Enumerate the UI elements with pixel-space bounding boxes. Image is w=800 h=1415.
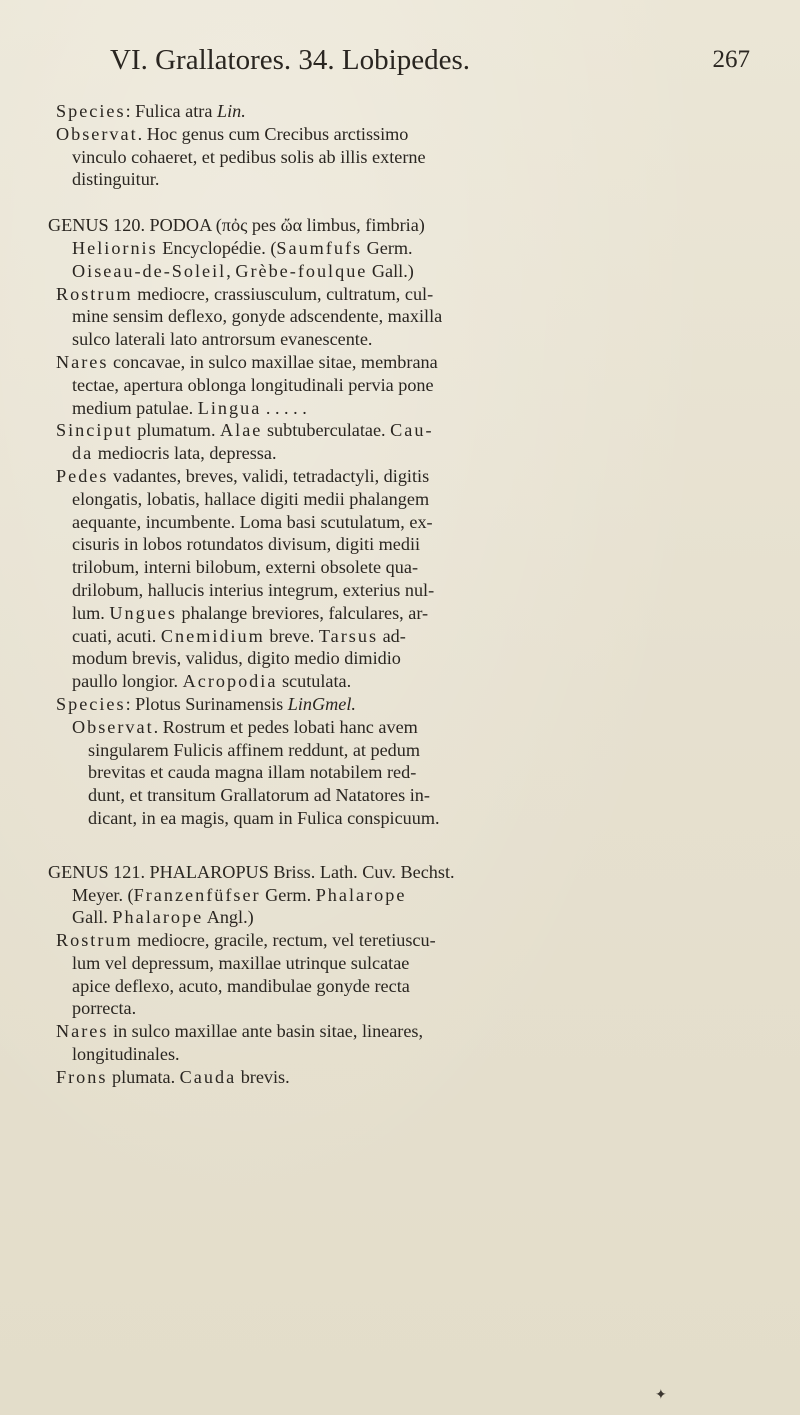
- spaced-term: Franzenfüfser: [133, 884, 261, 905]
- text-line: [48, 214, 768, 237]
- page-mark: ✦: [655, 1387, 667, 1403]
- text-line: [48, 488, 768, 511]
- text-run: breve.: [264, 625, 319, 646]
- text-run: Germ.: [260, 884, 316, 905]
- text-run: modum brevis, validus, digito medio dimidio: [72, 648, 401, 669]
- text-run: brevis.: [236, 1066, 290, 1087]
- text-run: sulco laterali lato antrorsum evanescente.: [72, 329, 373, 350]
- text-run: Meyer. (: [72, 884, 134, 905]
- spaced-term: Species: [56, 693, 126, 714]
- text-run: mediocre, crassiusculum, cultratum, cul-: [132, 283, 434, 304]
- text-run: . Rostrum et pedes lobati hanc avem: [153, 716, 418, 737]
- text-run: . Hoc genus cum Crecibus arctissimo: [137, 123, 409, 144]
- paragraph-gap: [48, 191, 768, 214]
- text-run: in sulco maxillae ante basin sitae, lineares,: [108, 1021, 424, 1042]
- spaced-term: da: [72, 443, 94, 464]
- text-run: mine sensim deflexo, gonyde adscendente, maxilla: [72, 306, 443, 327]
- text-run: mediocre, gracile, rectum, vel teretiuscu-: [132, 930, 436, 951]
- text-line: [48, 260, 768, 283]
- text-line: [48, 123, 768, 146]
- text-line: [48, 556, 768, 579]
- text-line: [48, 374, 768, 397]
- text-line: [48, 647, 768, 670]
- text-run: phalange breviores, falculares, ar-: [176, 602, 429, 623]
- text-run: ad-: [378, 625, 406, 646]
- text-line: [48, 716, 768, 739]
- text-run: apice deflexo, acuto, mandibulae gonyde recta: [72, 975, 410, 996]
- spaced-term: Sinciput: [56, 420, 133, 441]
- spaced-term: Pedes: [56, 465, 109, 486]
- text-run: trilobum, interni bilobum, externi obsolete qua-: [72, 557, 418, 578]
- text-run: vadantes, breves, validi, tetradactyli, digitis: [108, 465, 430, 486]
- spaced-term: Rostrum: [56, 930, 133, 951]
- text-line: [48, 283, 768, 306]
- text-run: dunt, et transitum Grallatorum ad Natatores in-: [88, 785, 430, 806]
- text-run: scutulata.: [277, 671, 352, 692]
- text-line: [48, 533, 768, 556]
- text-run: Gall.): [367, 260, 414, 281]
- text-line: [48, 511, 768, 534]
- text-line: [48, 884, 768, 907]
- text-line: [48, 975, 768, 998]
- text-run: elongatis, lobatis, hallace digiti medii phalangem: [72, 488, 430, 509]
- text-line: [48, 351, 768, 374]
- spaced-term: Rostrum: [56, 283, 133, 304]
- running-head-title: VI. Grallatores. 34. Lobipedes.: [110, 44, 470, 76]
- text-line: [48, 237, 768, 260]
- text-run: GENUS 121. PHALAROPUS Briss. Lath. Cuv. Bechst.: [48, 861, 455, 882]
- spaced-term: Frons: [56, 1066, 108, 1087]
- text-line: [48, 328, 768, 351]
- text-run: concavae, in sulco maxillae sitae, membrana: [108, 351, 438, 372]
- text-line: [48, 1020, 768, 1043]
- spaced-term: Phalarope: [112, 907, 204, 928]
- spaced-term: Oiseau-de-Soleil: [72, 260, 227, 281]
- spaced-term: Saumfufs: [276, 237, 363, 258]
- text-line: [48, 952, 768, 975]
- text-run: subtuberculatae.: [262, 420, 391, 441]
- body-text: [48, 100, 768, 1089]
- text-line: [48, 397, 768, 420]
- text-run: plumata.: [107, 1066, 180, 1087]
- text-run: dicant, in ea magis, quam in Fulica conspicuum.: [88, 807, 440, 828]
- spaced-term: Acropodia: [182, 671, 278, 692]
- text-line: [48, 305, 768, 328]
- spaced-term: Observat: [56, 123, 138, 144]
- text-run: : Fulica atra: [125, 101, 217, 121]
- text-line: [48, 1066, 768, 1089]
- text-line: [48, 168, 768, 191]
- text-line: [48, 807, 768, 830]
- text-run: longitudinales.: [72, 1044, 180, 1065]
- text-line: [48, 906, 768, 929]
- text-run: lum vel depressum, maxillae utrinque sulcatae: [72, 952, 410, 973]
- text-line: [48, 739, 768, 762]
- spaced-term: Lingua: [197, 397, 262, 418]
- text-run: : Plotus Surinamensis: [125, 693, 288, 714]
- text-run: porrecta.: [72, 998, 137, 1019]
- text-line: [48, 625, 768, 648]
- spaced-term: Phalarope: [315, 884, 407, 905]
- text-line: [48, 1043, 768, 1066]
- running-head: [110, 44, 750, 84]
- text-run: tectae, apertura oblonga longitudinali pervia pone: [72, 374, 434, 395]
- text-run: GENUS 120. PODOA (πὀς pes ὤα limbus, fimbria): [48, 215, 425, 236]
- text-run: brevitas et cauda magna illam notabilem red-: [88, 762, 417, 783]
- text-run: cisuris in lobos rotundatos divisum, digiti medii: [72, 534, 421, 555]
- text-run: ,: [226, 260, 236, 281]
- spaced-term: Tarsus: [318, 625, 379, 646]
- italic-text: LinGmel.: [287, 693, 356, 714]
- text-line: [48, 579, 768, 602]
- text-line: [48, 861, 768, 884]
- text-line: [48, 761, 768, 784]
- text-run: mediocris lata, depressa.: [93, 443, 277, 464]
- page-number: 267: [712, 46, 750, 73]
- text-run: medium patulae.: [72, 397, 198, 418]
- spaced-term: Species: [56, 101, 126, 121]
- text-line: [48, 465, 768, 488]
- text-run: vinculo cohaeret, et pedibus solis ab illis externe: [72, 146, 426, 167]
- spaced-term: Grèbe-foulque: [235, 260, 368, 281]
- spaced-term: Observat: [72, 716, 154, 737]
- spaced-term: Nares: [56, 1021, 109, 1042]
- text-run: Encyclopédie. (: [157, 237, 277, 258]
- text-line: [48, 442, 768, 465]
- spaced-term: Ungues: [109, 602, 177, 623]
- text-run: Angl.): [203, 907, 254, 928]
- text-line: [48, 693, 768, 716]
- text-line: [48, 784, 768, 807]
- paragraph-gap: [48, 830, 768, 853]
- text-line: [48, 146, 768, 169]
- text-line: [48, 602, 768, 625]
- text-run: singularem Fulicis affinem reddunt, at pedum: [88, 739, 421, 760]
- text-run: cuati, acuti.: [72, 625, 161, 646]
- spaced-term: Nares: [56, 351, 109, 372]
- text-run: aequante, incumbente. Loma basi scutulatum, ex-: [72, 511, 433, 532]
- italic-text: Lin.: [216, 101, 246, 121]
- text-run: plumatum.: [132, 420, 221, 441]
- text-line: [48, 997, 768, 1020]
- text-run: Gall.: [72, 907, 113, 928]
- paragraph-gap: [48, 853, 768, 861]
- text-run: lum.: [72, 602, 110, 623]
- spaced-term: Cauda: [179, 1066, 237, 1087]
- spaced-term: Cau-: [390, 420, 434, 441]
- text-run: . . . . .: [261, 397, 307, 418]
- text-line: [48, 419, 768, 442]
- spaced-term: Alae: [220, 420, 263, 441]
- spaced-term: Cnemidium: [160, 625, 265, 646]
- text-run: distinguitur.: [72, 169, 160, 190]
- text-line: [48, 100, 768, 123]
- text-run: paullo longior.: [72, 671, 183, 692]
- text-line: [48, 670, 768, 693]
- spaced-term: Heliornis: [72, 237, 158, 258]
- text-run: Germ.: [362, 237, 413, 258]
- text-run: drilobum, hallucis interius integrum, exterius nul-: [72, 579, 435, 600]
- text-line: [48, 929, 768, 952]
